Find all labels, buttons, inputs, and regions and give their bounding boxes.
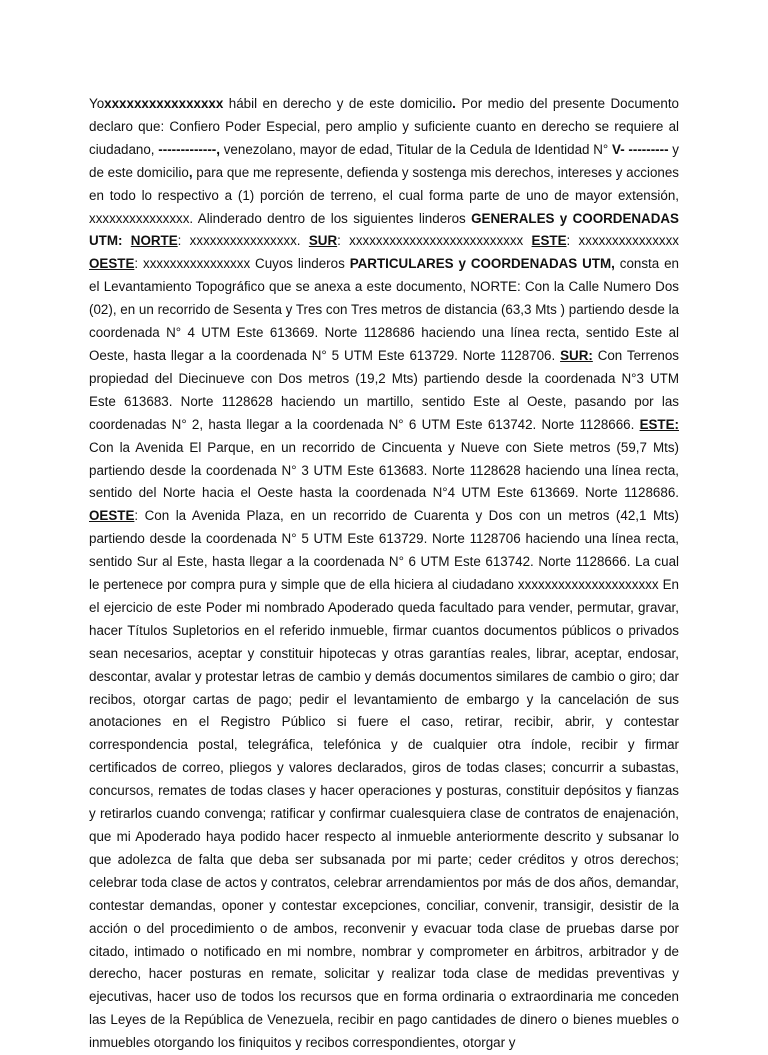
text-segment: SUR: xyxy=(560,347,593,363)
text-segment: SUR xyxy=(308,233,338,249)
text-segment: ESTE xyxy=(531,233,567,249)
text-segment: Con Terrenos propiedad del Diecinueve con Dos metros (19,2 Mts) partiendo desde la coordenada N°3 UTM Este 613683. Norte 1128628 haciendo un martillo, sentido Este al Oeste, pasando por las coordenadas N° 2, hasta llegar a la coordenada N° 6 UTM Este 613742. Norte 1128666. xyxy=(89,347,679,432)
text-segment: venezolano, mayor de edad, Titular de la Cedula de Identidad N° xyxy=(219,141,613,157)
text-segment: xxxxxxxxxxxxxxxx xyxy=(104,96,224,111)
text-segment: para que me represente, defienda y sostenga mis derechos, intereses y acciones en todo lo respectivo a (1) porción de terreno, el cual forma parte de uno de mayor extensión, xxxxxxxxxxxxxxx. Alinderado dentro de los siguientes linderos xyxy=(89,164,679,226)
text-segment: PARTICULARES y COORDENADAS UTM, xyxy=(349,256,615,272)
text-segment xyxy=(122,233,130,248)
text-segment: : xxxxxxxxxxxxxxxx Cuyos linderos xyxy=(134,256,350,272)
text-segment: : xxxxxxxxxxxxxxx xyxy=(566,233,679,249)
text-segment: -------------, xyxy=(158,141,220,157)
document-body xyxy=(89,93,679,1055)
text-segment: GENERALES y COORDENADAS UTM: xyxy=(89,210,679,249)
text-segment: : xxxxxxxxxxxxxxxx. xyxy=(177,233,309,249)
text-segment: y de este domicilio xyxy=(89,141,680,180)
text-segment: OESTE xyxy=(89,256,135,272)
text-segment: ESTE: xyxy=(639,416,679,432)
text-segment: , xyxy=(188,164,193,180)
text-segment: : xxxxxxxxxxxxxxxxxxxxxxxxxx xyxy=(337,233,532,249)
text-segment: Con la Avenida El Parque, en un recorrido de Cincuenta y Nueve con Siete metros (59,7 Mts) partiendo desde la coordenada N° 3 UTM Este 613683. Norte 1128628 haciendo una línea recta, sentido del Norte hacia el Oeste hasta la coordenada N°4 UTM Este 613669. Norte 1128686. xyxy=(89,439,679,501)
text-segment: OESTE xyxy=(89,508,135,524)
text-segment: Yo xyxy=(89,96,105,111)
text-segment: NORTE xyxy=(130,233,178,249)
text-segment: consta en el Levantamiento Topográfico que se anexa a este documento, NORTE: Con la Calle Numero Dos (02), en un recorrido de Sesenta y Tres con Tres metros de distancia (63,3 Mts ) partiendo desde la coordenada N° 4 UTM Este 613669. Norte 1128686 haciendo una línea recta, sentido Este al Oeste, hasta llegar a la coordenada N° 5 UTM Este 613729. Norte 1128706. xyxy=(89,256,680,363)
text-segment: Por medio del presente Documento declaro que: Confiero Poder Especial, pero amplio y suficiente cuanto en derecho se requiere al ciudadano, xyxy=(89,96,679,157)
text-segment: . xyxy=(452,96,456,111)
text-segment: : Con la Avenida Plaza, en un recorrido de Cuarenta y Dos con un metros (42,1 Mts) partiendo desde la coordenada N° 5 UTM Este 613729. Norte 1128706 haciendo una línea recta, sentido Sur al Este, hasta llegar a la coordenada N° 6 UTM Este 613742. Norte 1128666. La cual le pertenece por compra pura y simple que de ella hiciera al ciudadano xxxxxxxxxxxxxxxxxxxxx En el ejercicio de este Poder mi nombrado Apoderado queda facultado para vender, permutar, gravar, hacer Títulos Supletorios en el referido inmueble, firmar cuantos documentos públicos o privados sean necesarios, aceptar y constituir hipotecas y otras garantías reales, librar, aceptar, endosar, descontar, avalar y protestar letras de cambio y demás documentos similares de cambio o giro; dar recibos, otorgar cartas de pago; pedir el levantamiento de embargo y la cancelación de sus anotaciones en el Registro Público si fuere el caso, retirar, recibir, abrir, y contestar correspondencia postal, telegráfica, telefónica y de cualquier otra índole, recibir y firmar certificados de correo, pliegos y valores declarados, giros de todas clases; concurrir a subastas, concursos, remates de todas clases y hacer operaciones y posturas, constituir depósitos y fianzas y retirarlos cuando convenga; ratificar y confirmar cualesquiera clase de contratos de enajenación, que mi Apoderado haya podido hacer respecto al inmueble anteriormente descrito y subsanar lo que adolezca de falta que deba ser subsanada por mi parte; ceder créditos y otros derechos; celebrar toda clase de actos y contratos, celebrar arrendamientos por más de dos años, demandar, contestar demandas, oponer y contestar excepciones, conciliar, convenir, transigir, desistir de la acción o del procedimiento o de ambos, reconvenir y evacuar toda clase de pruebas darse por citado, intimado o notificado en mi nombre, nombrar y comprometer en árbitros, arbitrador y de derecho, hacer posturas en remate, solicitar y realizar toda clase de medidas preventivas y ejecutivas, hacer uso de todos los recursos que en forma ordinaria o extraordinaria me conceden las Leyes de la República de Venezuela, recibir en pago cantidades de dinero o bienes muebles o inmuebles otorgando los finiquitos y recibos correspondientes, otorgar y xyxy=(89,508,679,1051)
text-segment: hábil en derecho y de este domicilio xyxy=(223,96,453,111)
text-segment: V- --------- xyxy=(612,141,669,157)
